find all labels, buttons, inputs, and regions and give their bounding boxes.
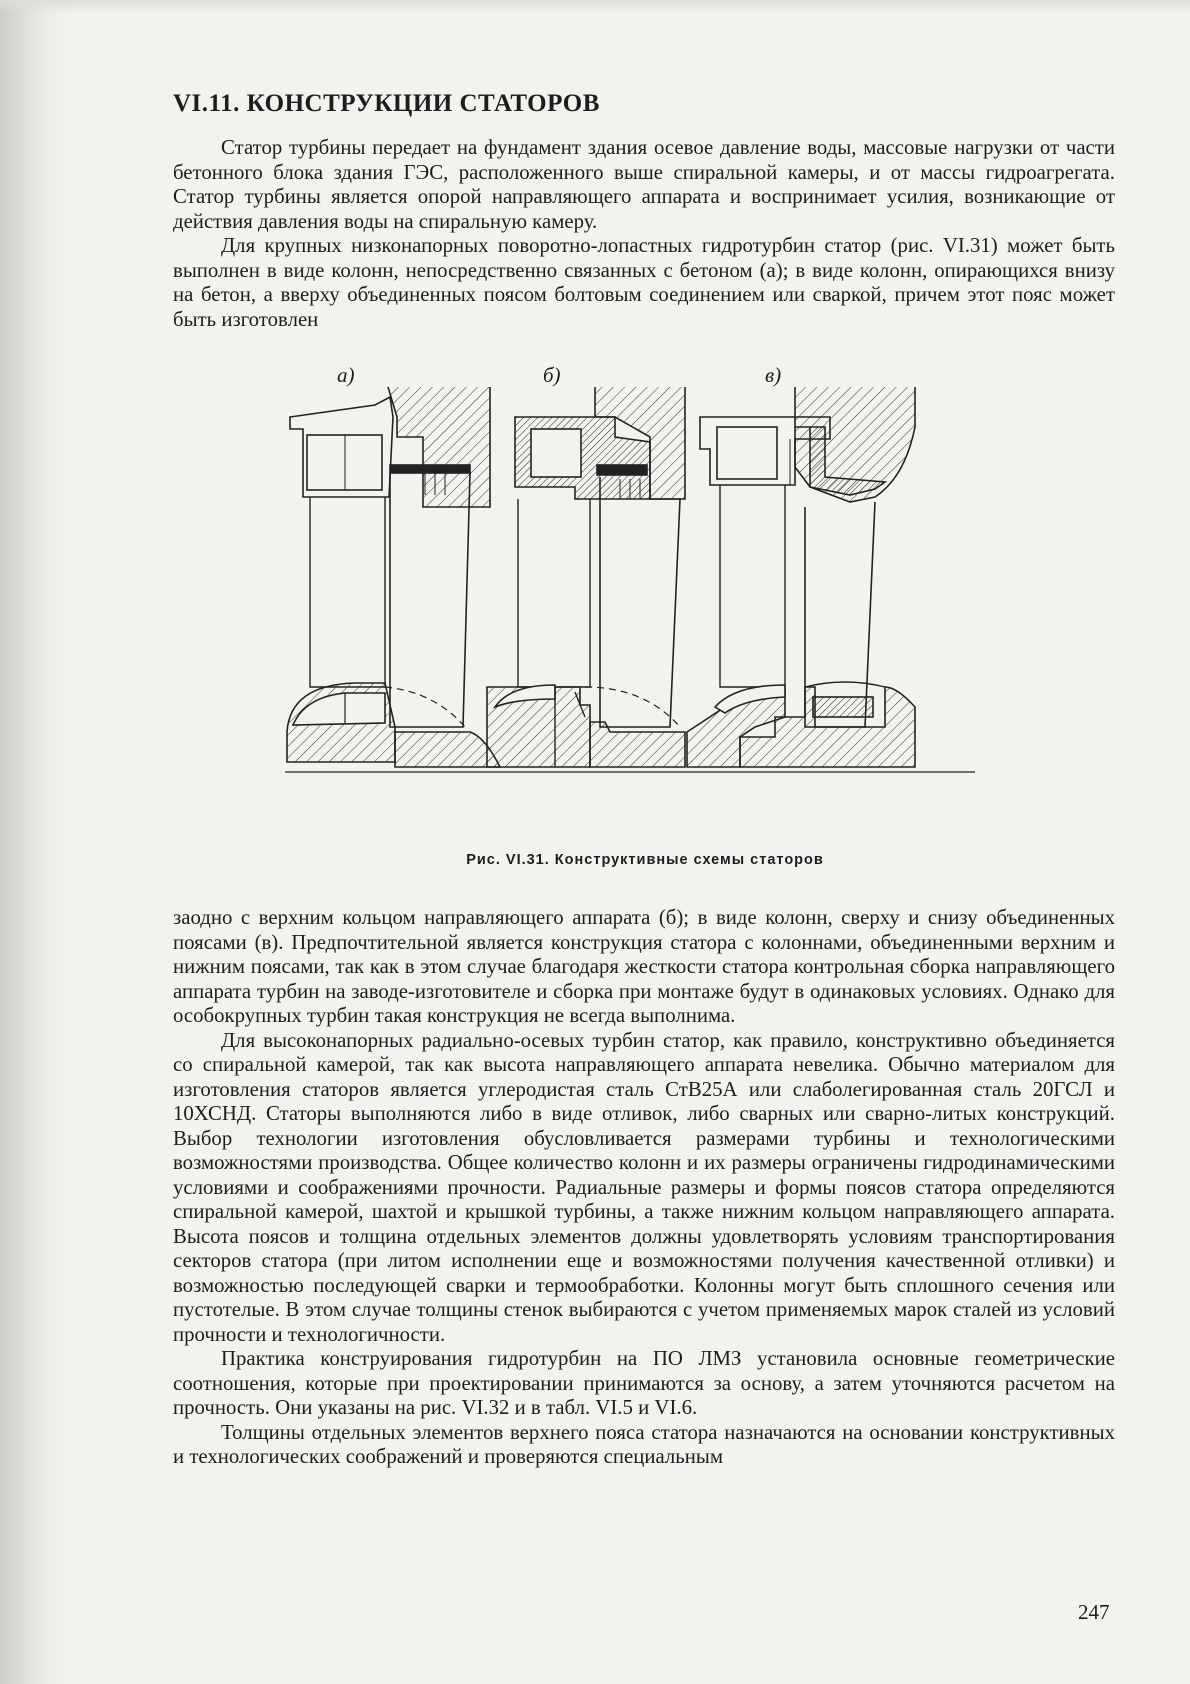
paragraph: Для крупных низконапорных поворотно-лопастных гидротурбин статор (рис. VI.31) может быть выполнен в виде колонн, непосредственно связанных с бетоном (а); в виде колонн, опирающихся внизу на бетон, а вверху объединенных поясом болтовым соединением или сваркой, причем этот пояс может быть изготовлен xyxy=(173,234,1115,331)
page-number: 247 xyxy=(1078,1600,1110,1624)
paragraph: заодно с верхним кольцом направляющего аппарата (б); в виде колонн, сверху и снизу объединенных поясами (в). Предпочтительной является конструкция статора с колоннами, объединенными верхним и нижним поясами, так как в этом случае благодаря жесткости статора контрольная сборка направляющего аппарата турбин на заводе-изготовителе и сборка при монтаже будут в одинаковых условиях. Однако для особокрупных турбин такая конструкция не всегда выполнима. xyxy=(173,906,1115,1027)
scan-shadow-top xyxy=(0,0,1190,14)
paragraph: Для высоконапорных радиально-осевых турбин статор, как правило, конструктивно объединяется со спиральной камерой, так как высота направляющего аппарата невелика. Обычно материалом для изготовления статоров является углеродистая сталь СтВ25А или слаболегированная сталь 20ГСЛ и 10ХСНД. Статоры выполняются либо в виде отливок, либо сварных или сварно-литых конструкций. Выбор технологии изготовления обусловливается размерами турбины и технологическими возможностями производства. Общее количество колонн и их размеры ограничены гидродинамическими условиями и соображениями прочности. Радиальные размеры и формы поясов статора определяются спиральной камерой, шахтой и крышкой турбины, а также нижним кольцом направляющего аппарата. Высота поясов и толщина отдельных элементов должны удовлетворять условиям транспортирования секторов статора (при литом исполнении еще и возможностями получения качественной отливки) и возможностью последующей сварки и термообработки. Колонны могут быть сплошного сечения или пустотелые. В этом случае толщины стенок выбираются с учетом применяемых марок сталей из условий прочности и технологичности. xyxy=(173,1028,1115,1346)
scan-shadow-left xyxy=(0,0,70,1684)
scheme-b xyxy=(487,387,685,767)
panel-label-a: а) xyxy=(337,363,355,387)
panel-label-b: б) xyxy=(543,363,561,387)
stator-diagram xyxy=(285,387,1005,847)
scheme-a xyxy=(287,387,500,767)
intro-text xyxy=(173,136,1115,332)
paragraph: Практика конструирования гидротурбин на ПО ЛМЗ установила основные геометрические соотношения, которые при проектировании принимаются за основу, а затем уточняются расчетом на прочность. Они указаны на рис. VI.32 и в табл. VI.5 и VI.6. xyxy=(173,1347,1115,1419)
scheme-c xyxy=(687,387,915,767)
figure-caption: Рис. VI.31. Конструктивные схемы статоров xyxy=(466,852,824,868)
section-title: VI.11. КОНСТРУКЦИИ СТАТОРОВ xyxy=(173,90,600,117)
panel-label-c: в) xyxy=(765,363,782,387)
body-text xyxy=(173,906,1115,1470)
paragraph: Толщины отдельных элементов верхнего пояса статора назначаются на основании конструктивных и технологических соображений и проверяются специальным xyxy=(173,1420,1115,1468)
paragraph: Статор турбины передает на фундамент здания осевое давление воды, массовые нагрузки от части бетонного блока здания ГЭС, расположенного выше спиральной камеры, и от массы гидроагрегата. Статор турбины является опорой направляющего аппарата и воспринимает усилия, возникающие от действия давления воды на спиральную камеру. xyxy=(173,136,1115,233)
figure-stator-schemes xyxy=(285,363,1005,868)
